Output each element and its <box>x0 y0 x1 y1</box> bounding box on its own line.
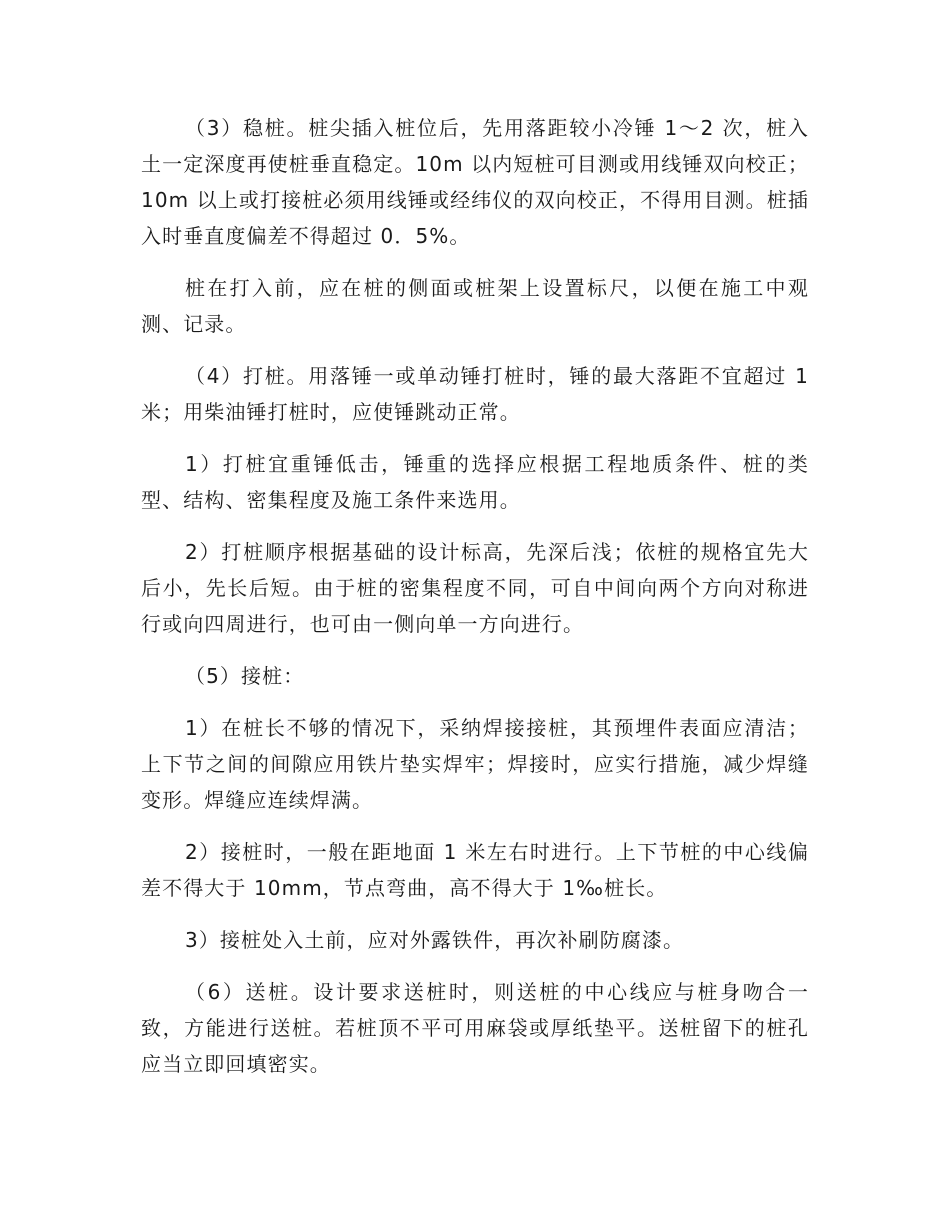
paragraph-marker-ruler: 桩在打入前，应在桩的侧面或桩架上设置标尺，以便在施工中观测、记录。 <box>141 276 809 336</box>
paragraph-anticorrosion: 3）接桩处入土前，应对外露铁件，再次补刷防腐漆。 <box>185 928 685 952</box>
paragraph-splicing-heading: （5）接桩： <box>185 664 305 688</box>
document-body <box>141 110 809 1098</box>
paragraph-pile-driving: （4）打桩。用落锤一或单动锤打桩时，锤的最大落距不宜超过 1 米；用柴油锤打桩时，应使锤跳动正常。 <box>141 364 809 424</box>
paragraph-driving-order: 2）打桩顺序根据基础的设计标高，先深后浅；依桩的规格宜先大后小，先长后短。由于桩的密集程度不同，可自中间向两个方向对称进行或向四周进行，也可由一侧向单一方向进行。 <box>141 540 809 636</box>
paragraph-welding-splice: 1）在桩长不够的情况下，采纳焊接接桩，其预埋件表面应清洁；上下节之间的间隙应用铁片垫实焊牢；焊接时，应实行措施，减少焊缝变形。焊缝应连续焊满。 <box>141 716 809 812</box>
paragraph-follow-pile: （6）送桩。设计要求送桩时，则送桩的中心线应与桩身吻合一致，方能进行送桩。若桩顶不平可用麻袋或厚纸垫平。送桩留下的桩孔应当立即回填密实。 <box>141 980 809 1076</box>
paragraph-splice-deviation: 2）接桩时，一般在距地面 1 米左右时进行。上下节桩的中心线偏差不得大于 10mm，节点弯曲，高不得大于 1‰桩长。 <box>141 840 809 900</box>
paragraph-stabilize-pile: （3）稳桩。桩尖插入桩位后，先用落距较小冷锤 1～2 次，桩入土一定深度再使桩垂直稳定。10m 以内短桩可目测或用线锤双向校正；10m 以上或打接桩必须用线锤或经纬仪的双向校正，不得用目测。桩插入时垂直度偏差不得超过 0．5%。 <box>141 116 809 248</box>
paragraph-heavy-hammer: 1）打桩宜重锤低击，锤重的选择应根据工程地质条件、桩的类型、结构、密集程度及施工条件来选用。 <box>141 452 809 512</box>
